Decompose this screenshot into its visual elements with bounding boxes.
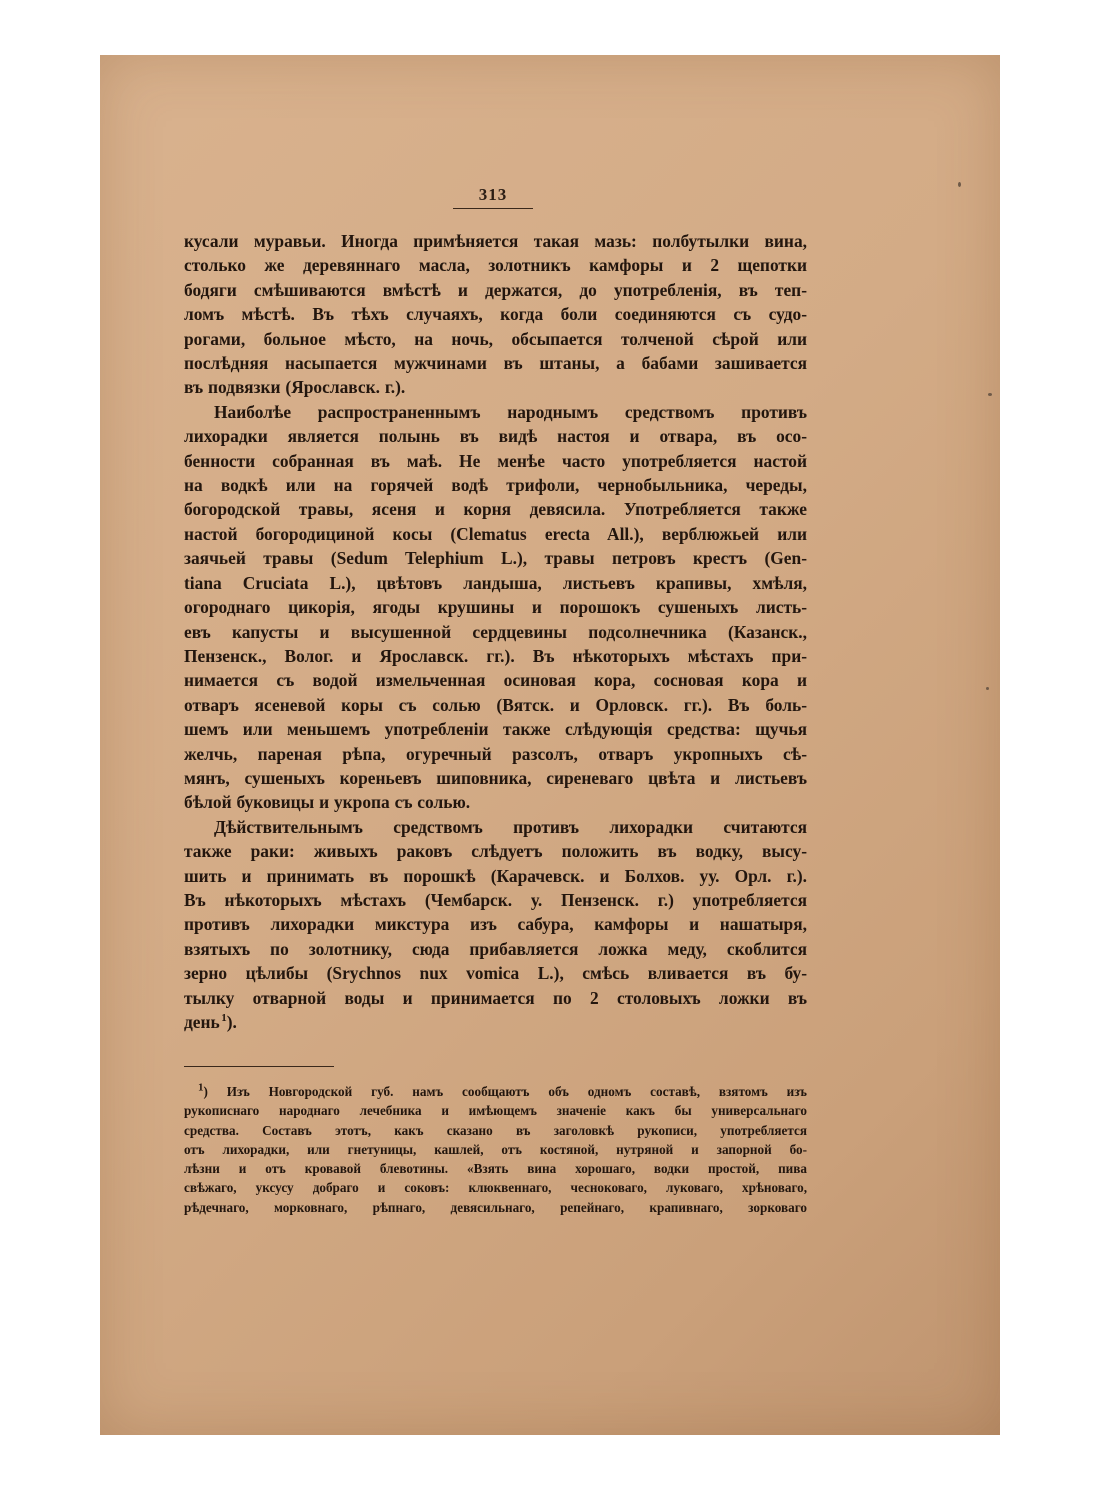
- page-number-underline: [453, 208, 533, 209]
- page-number: 313: [478, 185, 508, 204]
- text-line: богородской травы, ясеня и корня девясила. Употребляется также: [184, 499, 807, 520]
- scan-speck: [988, 393, 992, 396]
- paragraph-3: [184, 815, 807, 1035]
- text-line: тылку отварной воды и принимается по 2 столовыхъ ложки въ: [184, 987, 807, 1008]
- footnote-marker: 1: [198, 1081, 204, 1094]
- text-line: мянъ, сушеныхъ кореньевъ шиповника, сиреневаго цвѣта и листьевъ: [184, 767, 807, 788]
- text-line: въ подвязки (Ярославск. г.).: [184, 377, 406, 398]
- text-line: Въ нѣкоторыхъ мѣстахъ (Чембарск. у. Пензенск. г.) употребляется: [184, 889, 807, 910]
- footnote: [184, 1082, 807, 1217]
- text-line: кусали муравьи. Иногда примѣняется такая мазь: полбутылки вина,: [184, 231, 807, 251]
- text-line: заячьей травы (Sedum Telephium L.), травы петровъ крестъ (Gen-: [184, 548, 807, 569]
- footnote-line: свѣжаго, уксусу добраго и соковъ: клюквеннаго, чесноковаго, луковаго, хрѣноваго,: [184, 1180, 807, 1196]
- text-line: огороднаго цикорія, ягоды крушины и порошокъ сушеныхъ листь-: [184, 597, 807, 618]
- text-line: Наиболѣе распространеннымъ народнымъ средствомъ противъ: [214, 401, 807, 422]
- text-line: бодяги смѣшиваются вмѣстѣ и держатся, до употребленія, въ теп-: [184, 279, 807, 300]
- footnote-line: средства. Составъ этотъ, какъ сказано въ заголовкѣ рукописи, употребляется: [184, 1122, 807, 1138]
- text-line: зерно цѣлибы (Srychnos nux vomica L.), смѣсь вливается въ бу-: [184, 963, 807, 984]
- text-line: отваръ ясеневой коры съ солью (Вятск. и Орловск. гг.). Въ боль-: [184, 694, 807, 715]
- text-line: шемъ или меньшемъ употребленіи также слѣдующія средства: щучья: [184, 719, 807, 740]
- text-line-final: [184, 1010, 807, 1034]
- text-line: бенности собранная въ маѣ. Не менѣе часто употребляется настой: [184, 450, 807, 471]
- text-line: нимается съ водой измельченная осиновая кора, сосновая кора и: [184, 670, 807, 691]
- footnote-line: лѣзни и отъ кровавой блевотины. «Взять вина хорошаго, водки простой, пива: [184, 1161, 807, 1177]
- scan-speck: [986, 687, 989, 690]
- footnote-line: [184, 1082, 807, 1101]
- text-line: Дѣйствительнымъ средствомъ противъ лихорадки считаются: [214, 816, 807, 837]
- text-line: Пензенск., Волог. и Ярославск. гг.). Въ нѣкоторыхъ мѣстахъ при-: [184, 645, 807, 666]
- text-line: лихорадки является полынь въ видѣ настоя и отвара, въ осо-: [184, 426, 807, 447]
- text-line: евъ капусты и высушенной сердцевины подсолнечника (Казанск.,: [184, 621, 807, 642]
- text-line: шить и принимать въ порошкѣ (Карачевск. и Болхов. уу. Орл. г.).: [184, 865, 807, 886]
- text-line-tail: ).: [226, 1012, 237, 1032]
- text-line: на водкѣ или на горячей водѣ трифоли, чернобыльника, череды,: [184, 475, 807, 496]
- footnote-line-text: ) Изъ Новгородской губ. намъ сообщаютъ объ одномъ составѣ, взятомъ изъ: [203, 1084, 807, 1099]
- footnote-line: рукописнаго народнаго лечебника и имѣющемъ значеніе какъ бы универсальнаго: [184, 1103, 807, 1119]
- footnote-reference: 1: [221, 1012, 227, 1025]
- footnote-separator: [184, 1066, 334, 1067]
- text-line: настой богородициной косы (Clematus erecta All.), верблюжьей или: [184, 523, 807, 544]
- footnote-line: отъ лихорадки, или гнетуницы, кашлей, отъ костяной, нутряной и запорной бо-: [184, 1141, 807, 1157]
- scan-speck: [958, 182, 961, 187]
- main-text: [184, 229, 807, 1034]
- text-line: послѣдняя насыпается мужчинами въ штаны, а бабами зашивается: [184, 353, 807, 374]
- text-line: противъ лихорадки микстура изъ сабура, камфоры и нашатыря,: [184, 914, 807, 935]
- text-line: также раки: живыхъ раковъ слѣдуетъ положить въ водку, высу-: [184, 841, 807, 862]
- text-line: бѣлой буковицы и укропа съ солью.: [184, 792, 471, 813]
- text-line-end: день: [184, 1012, 220, 1032]
- paragraph-2: [184, 400, 807, 815]
- text-line: желчь, пареная рѣпа, огуречный разсолъ, отваръ укропныхъ сѣ-: [184, 743, 807, 764]
- text-line: tiana Cruciata L.), цвѣтовъ ландыша, листьевъ крапивы, хмѣля,: [184, 572, 807, 593]
- text-line: ломъ мѣстѣ. Въ тѣхъ случаяхъ, когда боли соединяются съ судо-: [184, 304, 807, 325]
- text-line: взятыхъ по золотнику, сюда прибавляется ложка меду, скоблится: [184, 938, 807, 959]
- footnote-line: рѣдечнаго, морковнаго, рѣпнаго, девясильнаго, репейнаго, крапивнаго, зорковаго: [184, 1199, 807, 1215]
- text-line: столько же деревяннаго масла, золотникъ камфоры и 2 щепотки: [184, 255, 807, 276]
- text-line: рогами, больное мѣсто, на ночь, обсыпается толченой сѣрой или: [184, 328, 807, 349]
- paragraph-1: [184, 229, 807, 400]
